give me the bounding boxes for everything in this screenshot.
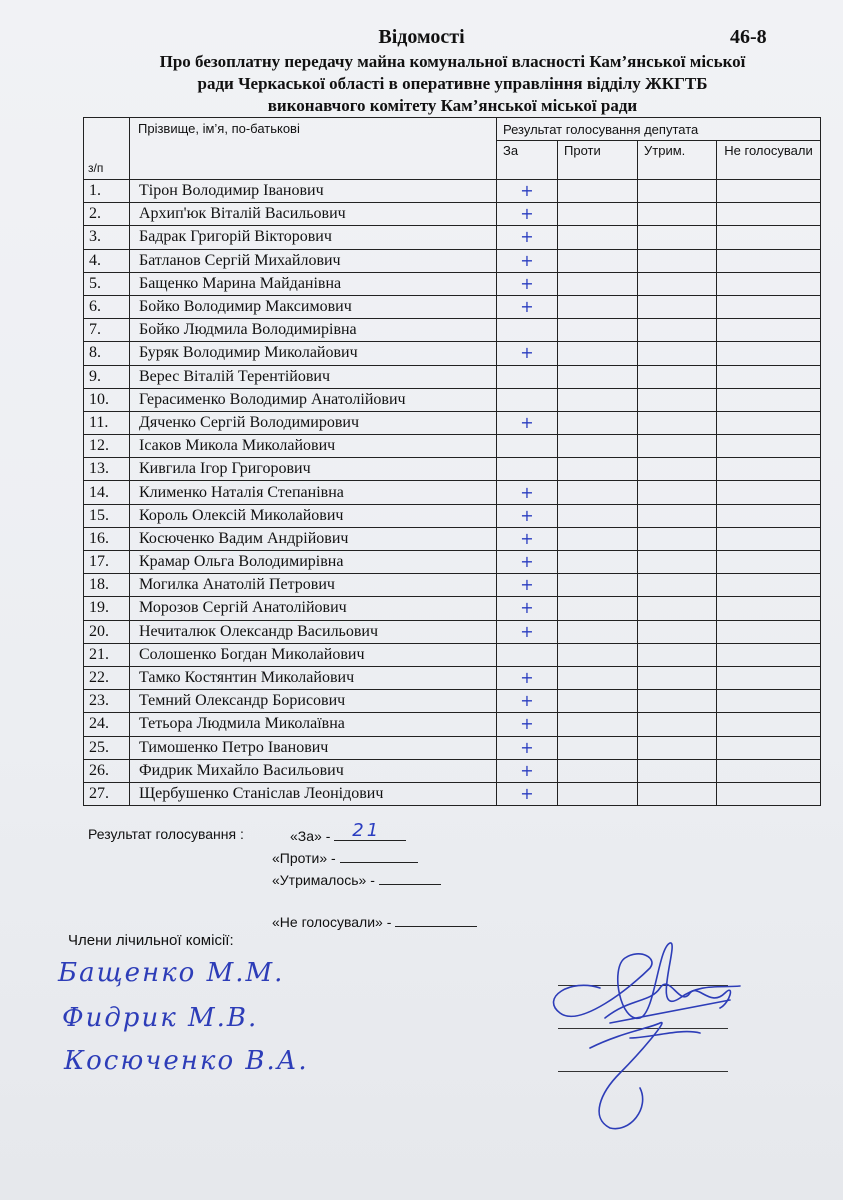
deputy-number: 20. (84, 620, 130, 643)
deputy-row (84, 527, 821, 550)
vote-abstain-cell (638, 597, 717, 620)
vote-for-mark: + (497, 481, 558, 504)
vote-for-mark (497, 435, 558, 458)
vote-abstain-cell (638, 319, 717, 342)
deputy-number: 22. (84, 666, 130, 689)
deputy-name: Кивгила Ігор Григорович (130, 458, 497, 481)
vote-not-voted-cell (717, 481, 821, 504)
deputy-name: Нечиталюк Олександр Васильович (130, 620, 497, 643)
commission-member-signature: Косюченко В.А. (64, 1046, 309, 1076)
vote-abstain-cell (638, 458, 717, 481)
deputy-number: 7. (84, 319, 130, 342)
results-label: Результат голосування : (88, 826, 244, 842)
deputy-name: Батланов Сергій Михайлович (130, 249, 497, 272)
deputy-number: 1. (84, 180, 130, 203)
deputy-number: 11. (84, 411, 130, 434)
vote-for-mark: + (497, 249, 558, 272)
deputy-row (84, 458, 821, 481)
voting-table (83, 117, 821, 806)
vote-not-voted-cell (717, 365, 821, 388)
deputy-number: 19. (84, 597, 130, 620)
subtitle-line: виконавчого комітету Кам’янської міської ради (267, 96, 638, 115)
header-against: Проти (558, 141, 638, 180)
vote-not-voted-cell (717, 249, 821, 272)
deputy-number: 15. (84, 504, 130, 527)
deputy-number: 23. (84, 690, 130, 713)
vote-abstain-cell (638, 736, 717, 759)
vote-for-mark: + (497, 782, 558, 805)
result-against (272, 848, 418, 866)
result-abstained-blank (379, 870, 441, 885)
deputy-row (84, 295, 821, 318)
vote-abstain-cell (638, 203, 717, 226)
vote-not-voted-cell (717, 180, 821, 203)
vote-not-voted-cell (717, 342, 821, 365)
vote-for-mark (497, 458, 558, 481)
deputy-number: 14. (84, 481, 130, 504)
vote-abstain-cell (638, 620, 717, 643)
deputy-name: Тетьора Людмила Миколаївна (130, 713, 497, 736)
deputy-row (84, 319, 821, 342)
vote-not-voted-cell (717, 713, 821, 736)
commission-label: Члени лічильної комісії: (68, 932, 234, 949)
deputy-number: 13. (84, 458, 130, 481)
vote-not-voted-cell (717, 690, 821, 713)
vote-for-mark: + (497, 597, 558, 620)
vote-for-mark (497, 319, 558, 342)
deputy-row (84, 481, 821, 504)
deputy-name: Крамар Ольга Володимирівна (130, 551, 497, 574)
result-not-voted (272, 912, 477, 930)
handwritten-signature-scribble (530, 928, 760, 1148)
deputy-number: 3. (84, 226, 130, 249)
vote-not-voted-cell (717, 666, 821, 689)
result-not-voted-blank (395, 912, 477, 927)
deputy-number: 16. (84, 527, 130, 550)
vote-against-cell (558, 319, 638, 342)
deputy-name: Солошенко Богдан Миколайович (130, 643, 497, 666)
vote-not-voted-cell (717, 203, 821, 226)
deputy-row (84, 759, 821, 782)
header-vote-result: Результат голосування депутата (497, 118, 821, 141)
vote-abstain-cell (638, 666, 717, 689)
vote-abstain-cell (638, 713, 717, 736)
vote-for-mark: + (497, 295, 558, 318)
deputy-row (84, 713, 821, 736)
result-not-voted-label: «Не голосували» - (272, 914, 392, 930)
vote-not-voted-cell (717, 411, 821, 434)
vote-against-cell (558, 435, 638, 458)
deputy-number: 2. (84, 203, 130, 226)
vote-for-mark: + (497, 551, 558, 574)
vote-abstain-cell (638, 643, 717, 666)
header-full-name: Прізвище, ім’я, по-батькові (130, 118, 497, 180)
vote-for-mark: + (497, 272, 558, 295)
vote-against-cell (558, 620, 638, 643)
deputy-row (84, 736, 821, 759)
vote-against-cell (558, 643, 638, 666)
vote-abstain-cell (638, 226, 717, 249)
document-title: Відомості (378, 26, 465, 48)
vote-not-voted-cell (717, 272, 821, 295)
deputy-name: Тірон Володимир Іванович (130, 180, 497, 203)
deputy-row (84, 180, 821, 203)
vote-against-cell (558, 342, 638, 365)
deputy-row (84, 597, 821, 620)
vote-abstain-cell (638, 782, 717, 805)
vote-for-mark: + (497, 759, 558, 782)
deputy-number: 4. (84, 249, 130, 272)
deputy-row (84, 435, 821, 458)
deputy-number: 18. (84, 574, 130, 597)
vote-against-cell (558, 180, 638, 203)
deputy-name: Щербушенко Станіслав Леонідович (130, 782, 497, 805)
result-abstained-label: «Утрималось» - (272, 872, 375, 888)
header-for: За (497, 141, 558, 180)
vote-abstain-cell (638, 435, 717, 458)
vote-abstain-cell (638, 690, 717, 713)
vote-not-voted-cell (717, 736, 821, 759)
deputy-number: 6. (84, 295, 130, 318)
vote-against-cell (558, 411, 638, 434)
vote-abstain-cell (638, 527, 717, 550)
deputy-name: Дяченко Сергій Володимирович (130, 411, 497, 434)
vote-against-cell (558, 249, 638, 272)
vote-against-cell (558, 690, 638, 713)
deputy-number: 24. (84, 713, 130, 736)
vote-against-cell (558, 597, 638, 620)
commission-member-signature: Фидрик М.В. (62, 1003, 259, 1033)
vote-abstain-cell (638, 295, 717, 318)
vote-for-mark: + (497, 203, 558, 226)
voting-table-body (84, 180, 821, 806)
vote-against-cell (558, 295, 638, 318)
vote-abstain-cell (638, 249, 717, 272)
vote-against-cell (558, 504, 638, 527)
deputy-number: 8. (84, 342, 130, 365)
deputy-row (84, 690, 821, 713)
deputy-name: Могилка Анатолій Петрович (130, 574, 497, 597)
deputy-number: 25. (84, 736, 130, 759)
result-for-blank (334, 820, 406, 841)
vote-not-voted-cell (717, 782, 821, 805)
vote-for-mark: + (497, 736, 558, 759)
vote-against-cell (558, 365, 638, 388)
vote-against-cell (558, 203, 638, 226)
deputy-row (84, 388, 821, 411)
vote-abstain-cell (638, 272, 717, 295)
deputy-name: Темний Олександр Борисович (130, 690, 497, 713)
vote-against-cell (558, 666, 638, 689)
deputy-row (84, 643, 821, 666)
vote-for-mark: + (497, 690, 558, 713)
vote-abstain-cell (638, 388, 717, 411)
result-for-label: «За» - (290, 828, 331, 844)
vote-not-voted-cell (717, 435, 821, 458)
deputy-number: 17. (84, 551, 130, 574)
vote-not-voted-cell (717, 620, 821, 643)
header-number: з/п (84, 118, 130, 180)
vote-for-mark (497, 365, 558, 388)
deputy-name: Бойко Людмила Володимирівна (130, 319, 497, 342)
vote-abstain-cell (638, 481, 717, 504)
vote-for-mark: + (497, 180, 558, 203)
deputy-row (84, 666, 821, 689)
deputy-name: Клименко Наталія Степанівна (130, 481, 497, 504)
deputy-row (84, 411, 821, 434)
vote-abstain-cell (638, 551, 717, 574)
deputy-row (84, 226, 821, 249)
deputy-name: Морозов Сергій Анатолійович (130, 597, 497, 620)
vote-for-mark: + (497, 226, 558, 249)
vote-not-voted-cell (717, 319, 821, 342)
vote-for-mark: + (497, 342, 558, 365)
deputy-name: Тимошенко Петро Іванович (130, 736, 497, 759)
document-code: 46-8 (730, 26, 767, 48)
deputy-name: Косюченко Вадим Андрійович (130, 527, 497, 550)
vote-against-cell (558, 713, 638, 736)
deputy-number: 12. (84, 435, 130, 458)
vote-not-voted-cell (717, 295, 821, 318)
deputy-row (84, 574, 821, 597)
vote-for-mark: + (497, 713, 558, 736)
vote-against-cell (558, 574, 638, 597)
deputy-row (84, 365, 821, 388)
deputy-name: Верес Віталій Терентійович (130, 365, 497, 388)
vote-not-voted-cell (717, 226, 821, 249)
vote-against-cell (558, 527, 638, 550)
vote-not-voted-cell (717, 527, 821, 550)
vote-not-voted-cell (717, 643, 821, 666)
vote-for-mark: + (497, 666, 558, 689)
deputy-number: 5. (84, 272, 130, 295)
deputy-number: 9. (84, 365, 130, 388)
vote-abstain-cell (638, 504, 717, 527)
vote-against-cell (558, 759, 638, 782)
commission-member-signature: Бащенко М.М. (58, 958, 285, 988)
vote-abstain-cell (638, 180, 717, 203)
deputy-name: Бащенко Марина Майданівна (130, 272, 497, 295)
vote-not-voted-cell (717, 504, 821, 527)
vote-not-voted-cell (717, 597, 821, 620)
vote-abstain-cell (638, 411, 717, 434)
deputy-name: Ісаков Микола Миколайович (130, 435, 497, 458)
vote-against-cell (558, 736, 638, 759)
deputy-row (84, 203, 821, 226)
vote-not-voted-cell (717, 551, 821, 574)
result-for-value: 21 (352, 820, 382, 841)
deputy-row (84, 782, 821, 805)
document-subtitle (95, 51, 810, 117)
vote-abstain-cell (638, 759, 717, 782)
vote-abstain-cell (638, 342, 717, 365)
vote-for-mark: + (497, 574, 558, 597)
result-against-label: «Проти» - (272, 850, 336, 866)
vote-for-mark: + (497, 620, 558, 643)
vote-against-cell (558, 481, 638, 504)
deputy-name: Бадрак Григорій Вікторович (130, 226, 497, 249)
deputy-row (84, 249, 821, 272)
deputy-name: Бойко Володимир Максимович (130, 295, 497, 318)
vote-against-cell (558, 226, 638, 249)
deputy-row (84, 272, 821, 295)
vote-for-mark (497, 388, 558, 411)
deputy-number: 27. (84, 782, 130, 805)
vote-abstain-cell (638, 574, 717, 597)
deputy-name: Буряк Володимир Миколайович (130, 342, 497, 365)
vote-against-cell (558, 272, 638, 295)
vote-against-cell (558, 458, 638, 481)
deputy-number: 26. (84, 759, 130, 782)
vote-against-cell (558, 782, 638, 805)
vote-not-voted-cell (717, 759, 821, 782)
vote-for-mark (497, 643, 558, 666)
vote-not-voted-cell (717, 574, 821, 597)
result-abstained (272, 870, 441, 888)
vote-against-cell (558, 551, 638, 574)
vote-abstain-cell (638, 365, 717, 388)
vote-for-mark: + (497, 527, 558, 550)
deputy-row (84, 504, 821, 527)
deputy-name: Тамко Костянтин Миколайович (130, 666, 497, 689)
deputy-number: 21. (84, 643, 130, 666)
vote-not-voted-cell (717, 458, 821, 481)
vote-not-voted-cell (717, 388, 821, 411)
header-abstain: Утрим. (638, 141, 717, 180)
result-for (290, 820, 406, 844)
subtitle-line: ради Черкаської області в оперативне управління відділу ЖКГТБ (197, 74, 708, 93)
deputy-name: Герасименко Володимир Анатолійович (130, 388, 497, 411)
subtitle-line: Про безоплатну передачу майна комунальної власності Кам’янської міської (159, 52, 746, 71)
deputy-row (84, 620, 821, 643)
deputy-name: Фидрик Михайло Васильович (130, 759, 497, 782)
vote-against-cell (558, 388, 638, 411)
result-against-blank (340, 848, 418, 863)
deputy-name: Король Олексій Миколайович (130, 504, 497, 527)
vote-for-mark: + (497, 504, 558, 527)
vote-for-mark: + (497, 411, 558, 434)
deputy-number: 10. (84, 388, 130, 411)
deputy-row (84, 551, 821, 574)
deputy-name: Архип'юк Віталій Васильович (130, 203, 497, 226)
header-not-voted: Не голосували (717, 141, 821, 180)
deputy-row (84, 342, 821, 365)
